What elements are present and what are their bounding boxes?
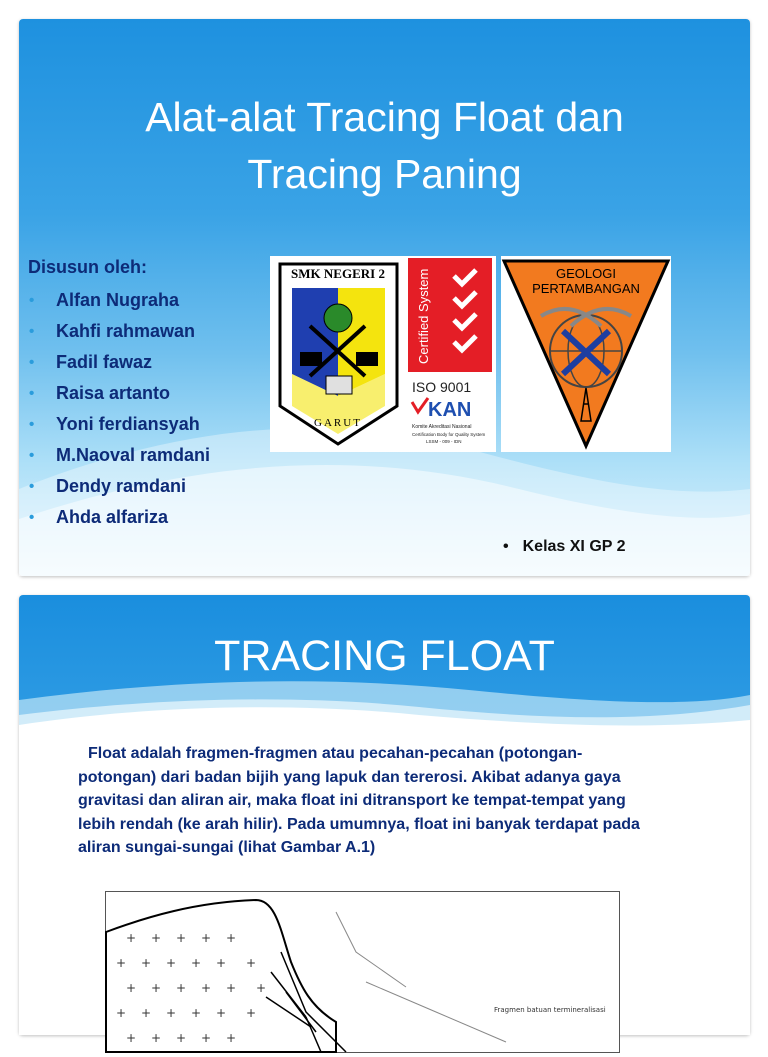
author-item: • Alfan Nugraha <box>28 285 210 316</box>
svg-text:+: + <box>191 956 202 970</box>
svg-text:+: + <box>141 956 152 970</box>
geo-line2: PERTAMBANGAN <box>532 281 640 296</box>
svg-text:+: + <box>166 1006 177 1020</box>
svg-text:+: + <box>201 1031 212 1045</box>
geo-line1: GEOLOGI <box>556 266 616 281</box>
figure-a1 <box>105 891 620 1053</box>
svg-text:+: + <box>151 931 162 945</box>
title-line-1: Alat-alat Tracing Float dan <box>145 94 624 140</box>
iso-side-text: Certified System <box>416 268 431 364</box>
slide-title: TRACING FLOAT <box>214 632 555 680</box>
iso-badge-icon <box>406 256 496 452</box>
svg-text:+: + <box>226 931 237 945</box>
svg-text:+: + <box>191 1006 202 1020</box>
title-line-2: Tracing Paning <box>247 151 522 197</box>
content-slide <box>19 595 750 1045</box>
geology-triangle-icon <box>501 256 671 452</box>
kan-text: KAN <box>428 399 472 421</box>
svg-text:+: + <box>201 931 212 945</box>
class-label: • Kelas XI GP 2 <box>503 538 625 556</box>
body-paragraph: Float adalah fragmen-fragmen atau pecahan-pecahan (potongan-potongan) dari badan bijih yang lapuk dan tererosi. Akibat adanya gaya gravitasi dan aliran air, maka float ini ditransport ke tempat-tempat yang lebih rendah (ke arah hilir). Pada umumnya, float ini banyak terdapat pada aliran sungai-sungai (lihat Gambar A.1) <box>78 745 640 856</box>
school-name: SMK NEGERI 2 <box>291 266 385 281</box>
svg-text:+: + <box>116 1006 127 1020</box>
author-item: • M.Naoval ramdani <box>28 440 210 471</box>
svg-text:+: + <box>176 981 187 995</box>
svg-text:+: + <box>166 956 177 970</box>
figure-label: Fragmen batuan termineralisasi <box>494 1006 606 1014</box>
river-diagram <box>106 892 619 1052</box>
svg-text:+: + <box>116 956 127 970</box>
svg-text:+: + <box>141 1006 152 1020</box>
svg-text:+: + <box>151 1031 162 1045</box>
svg-text:+: + <box>256 981 267 995</box>
authors-list <box>28 285 210 533</box>
svg-text:+: + <box>216 1006 227 1020</box>
iso-certification-logo <box>406 256 496 452</box>
svg-text:+: + <box>176 931 187 945</box>
svg-text:+: + <box>176 1031 187 1045</box>
kan-sub2: Certification Body for Quality System <box>412 432 486 437</box>
kan-sub1: Komite Akreditasi Nasional <box>412 424 472 430</box>
author-item: • Yoni ferdiansyah <box>28 409 210 440</box>
author-item: • Fadil fawaz <box>28 347 210 378</box>
author-item: • Dendy ramdani <box>28 471 210 502</box>
svg-text:+: + <box>126 931 137 945</box>
title-slide <box>19 19 750 576</box>
author-item: • Kahfi rahmawan <box>28 316 210 347</box>
svg-text:+: + <box>246 956 257 970</box>
school-city: GARUT <box>314 417 362 429</box>
slide-title <box>19 89 750 203</box>
svg-text:+: + <box>226 1031 237 1045</box>
school-shield-icon <box>270 256 407 452</box>
author-item: • Ahda alfariza <box>28 502 210 533</box>
svg-text:+: + <box>201 981 212 995</box>
svg-text:+: + <box>226 981 237 995</box>
iso-text: ISO 9001 <box>412 379 472 395</box>
svg-text:+: + <box>216 956 227 970</box>
kan-sub3: LSSM - 009 - IDN <box>426 439 462 444</box>
svg-text:+: + <box>151 981 162 995</box>
authors-heading: Disusun oleh: <box>28 257 148 277</box>
author-item: • Raisa artanto <box>28 378 210 409</box>
geology-logo <box>501 256 671 452</box>
svg-text:+: + <box>126 981 137 995</box>
svg-text:+: + <box>246 1006 257 1020</box>
school-logo <box>270 256 407 452</box>
svg-text:+: + <box>126 1031 137 1045</box>
